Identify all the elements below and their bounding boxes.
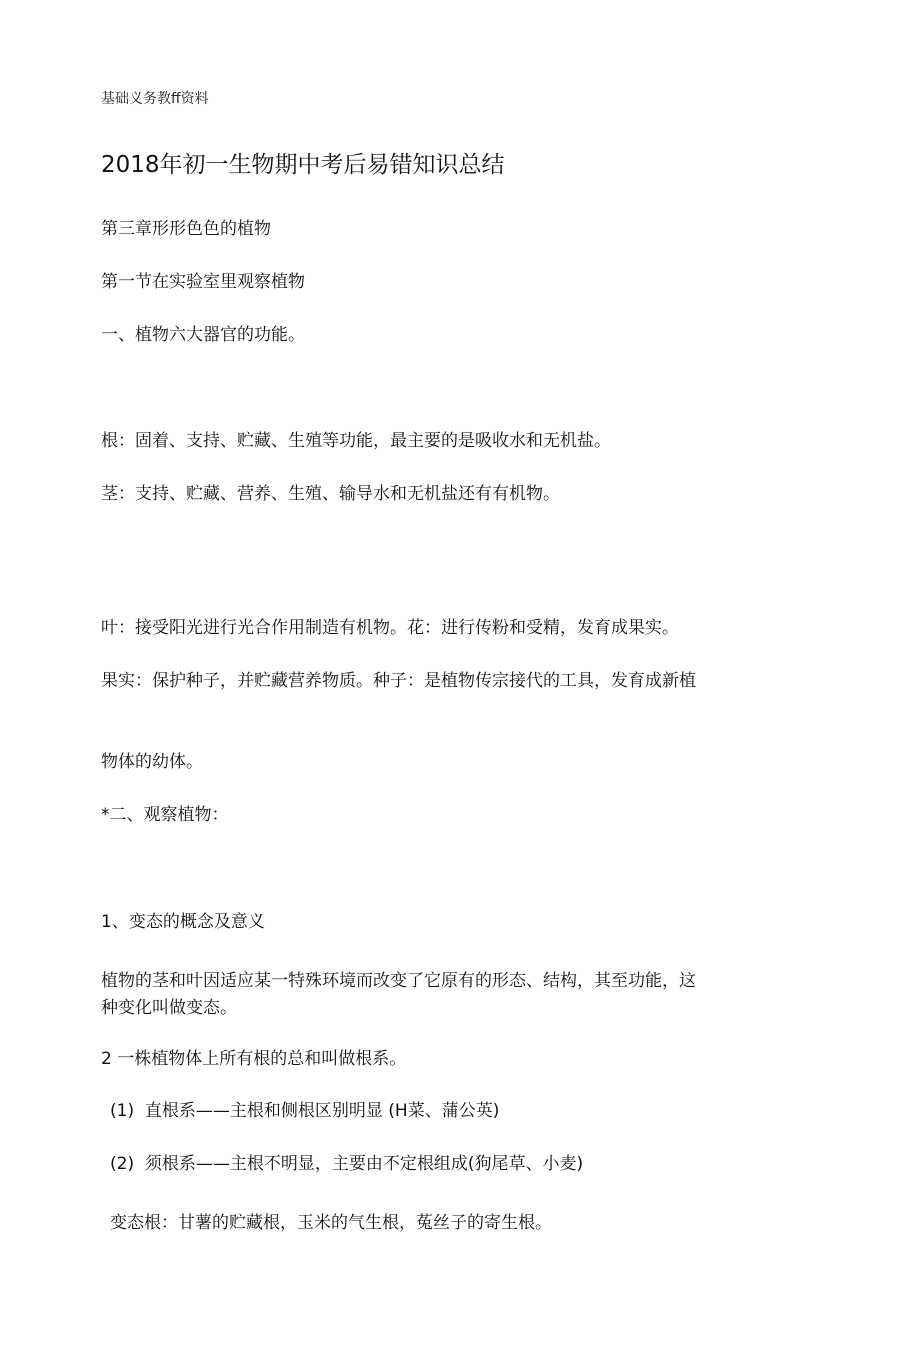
item1-title: 1、变态的概念及意义 bbox=[101, 912, 265, 932]
paragraph-fruit-seed-cont: 物体的幼体。 bbox=[101, 752, 203, 772]
paragraph-stem: 茎：支持、贮藏、营养、生殖、输导水和无机盐还有有机物。 bbox=[101, 484, 560, 504]
section-heading: 第一节在实验室里观察植物 bbox=[101, 272, 305, 292]
subheading-organs: 一、植物六大器官的功能。 bbox=[101, 325, 305, 345]
item2-title: 2 一株植物体上所有根的总和叫做根系。 bbox=[101, 1049, 407, 1069]
item1-text: 植物的茎和叶因适应某一特殊环境而改变了它原有的形态、结构，其至功能，这 bbox=[101, 971, 696, 991]
sub-item-fibrous-root: (2) 须根系——主根不明显，主要由不定根组成(狗尾草、小麦) bbox=[110, 1154, 584, 1174]
chapter-heading: 第三章形形色色的植物 bbox=[101, 219, 271, 239]
document-title: 2018年初一生物期中考后易错知识总结 bbox=[101, 152, 505, 178]
subheading-observe: *二、观察植物： bbox=[101, 805, 229, 825]
paragraph-modified-root: 变态根：甘薯的贮藏根，玉米的气生根，菟丝子的寄生根。 bbox=[110, 1213, 552, 1233]
sub-item-taproot: (1) 直根系——主根和侧根区别明显 (H菜、蒲公英) bbox=[110, 1101, 500, 1121]
item1-text-cont: 种变化叫做变态。 bbox=[101, 998, 237, 1018]
paragraph-leaf-flower: 叶：接受阳光进行光合作用制造有机物。花：进行传粉和受精，发育成果实。 bbox=[101, 618, 679, 638]
page-header: 基础义务教ff资料 bbox=[101, 91, 209, 107]
paragraph-fruit-seed: 果实：保护种子，并贮藏营养物质。种子：是植物传宗接代的工具，发育成新植 bbox=[101, 671, 696, 691]
paragraph-root: 根：固着、支持、贮藏、生殖等功能，最主要的是吸收水和无机盐。 bbox=[101, 431, 611, 451]
